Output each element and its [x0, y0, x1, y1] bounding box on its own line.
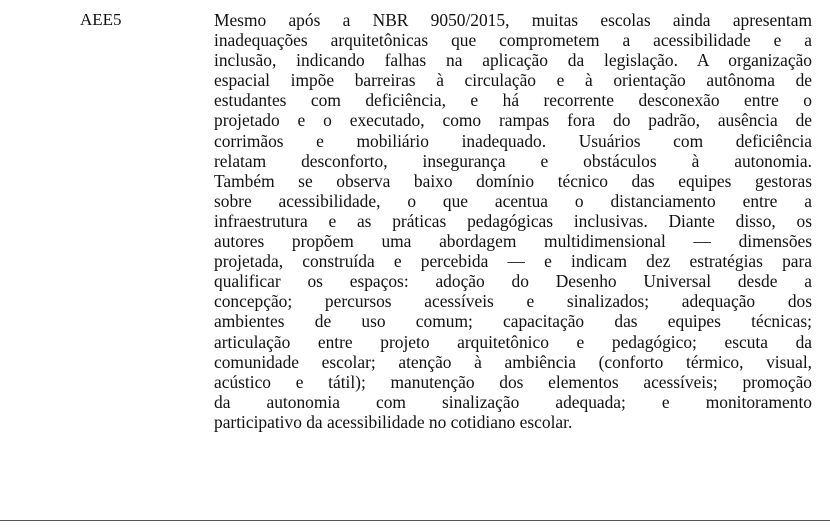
text-line: da autonomia com sinalização adequada; e monitoramento: [214, 391, 812, 412]
text-line: autores propõem uma abordagem multidimensional — dimensões: [214, 231, 812, 252]
text-line: infraestrutura e as práticas pedagógicas inclusivas. Diante disso, os: [214, 210, 812, 231]
text-line: acústico e tátil); manutenção dos elementos acessíveis; promoção: [214, 371, 812, 392]
text-line: projetada, construída e percebida — e indicam dez estratégias para: [214, 251, 812, 272]
text-line: Mesmo após a NBR 9050/2015, muitas escolas ainda apresentam: [214, 10, 812, 30]
text-line: ambientes de uso comum; capacitação das equipes técnicas;: [214, 311, 812, 332]
text-line: Também se observa baixo domínio técnico das equipes gestoras: [214, 170, 812, 191]
text-line: projetado e o executado, como rampas fora do padrão, ausência de: [214, 110, 812, 131]
row-code: AEE5: [80, 10, 122, 29]
text-line: inclusão, indicando falhas na aplicação da legislação. A organização: [214, 50, 812, 71]
text-line: espacial impõe barreiras à circulação e à orientação autônoma de: [214, 70, 812, 91]
text-line: participativo da acessibilidade no cotidiano escolar.: [214, 411, 573, 432]
text-line: estudantes com deficiência, e há recorrente desconexão entre o: [214, 90, 812, 111]
text-line: articulação entre projeto arquitetônico e pedagógico; escuta da: [214, 331, 812, 352]
text-line: qualificar os espaços: adoção do Desenho Universal desde a: [214, 271, 812, 292]
text-line: relatam desconforto, insegurança e obstáculos à autonomia.: [214, 150, 812, 171]
text-line: concepção; percursos acessíveis e sinalizados; adequação dos: [214, 291, 812, 312]
text-line: corrimãos e mobiliário inadequado. Usuários com deficiência: [214, 130, 812, 151]
text-line: sobre acessibilidade, o que acentua o distanciamento entre a: [214, 190, 812, 211]
text-line: comunidade escolar; atenção à ambiência (conforto térmico, visual,: [214, 351, 812, 372]
row-description: [214, 10, 812, 432]
table-bottom-rule: [0, 520, 830, 521]
text-line: inadequações arquitetônicas que comprometem a acessibilidade e a: [214, 30, 812, 51]
